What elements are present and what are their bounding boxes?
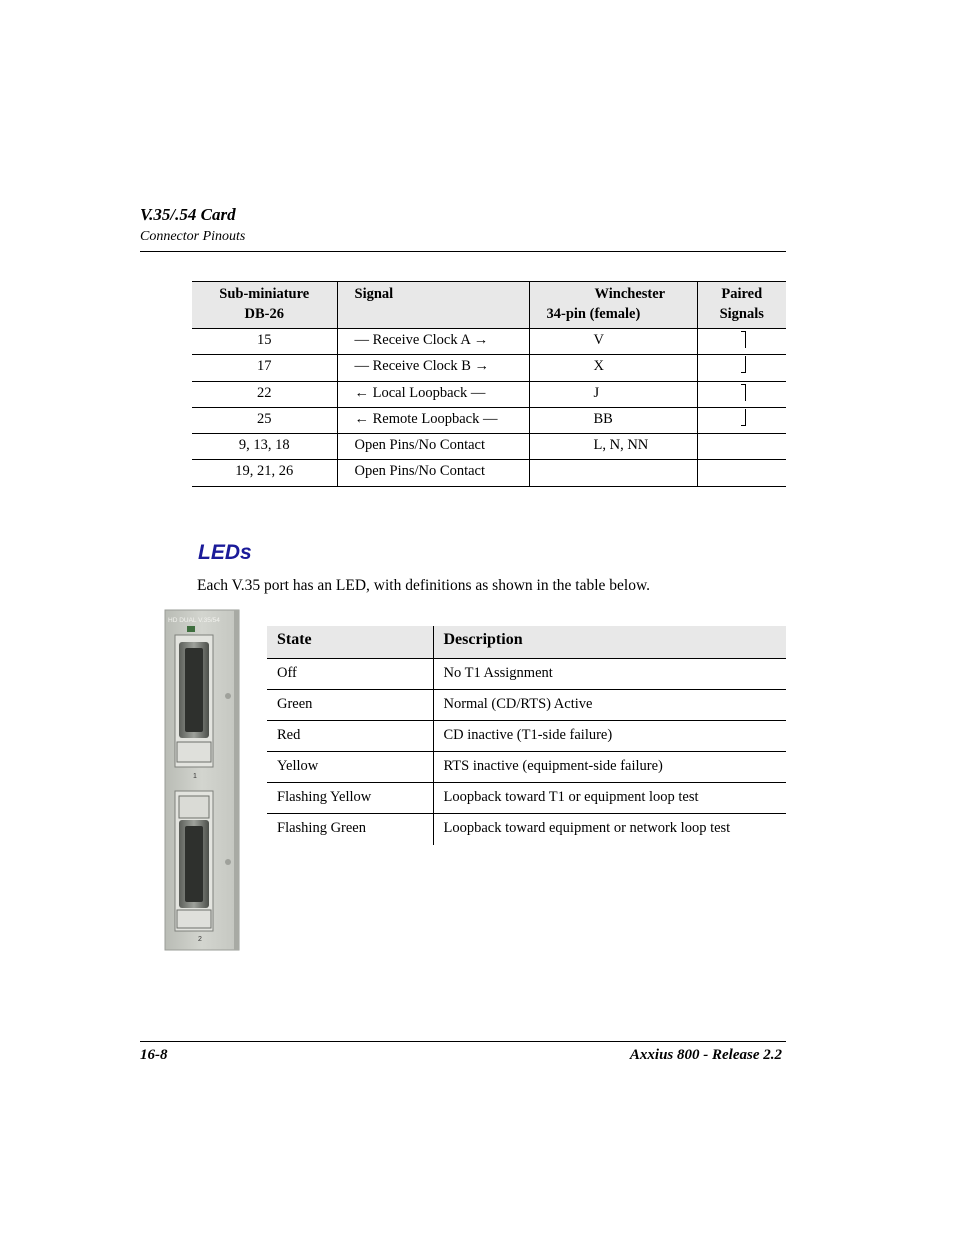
header-rule xyxy=(140,251,786,252)
col-header-line: 34-pin (female) xyxy=(546,306,641,322)
led-port-1 xyxy=(187,626,195,632)
port-1-latch xyxy=(177,742,211,762)
db26-cell: 15 xyxy=(192,329,337,355)
pair-bracket-top xyxy=(741,331,746,348)
state-cell: Red xyxy=(267,720,433,751)
running-header-subtitle: Connector Pinouts xyxy=(140,229,246,244)
col-description-header: Description xyxy=(443,631,523,648)
pair-bracket-bottom xyxy=(741,409,746,426)
description-cell: Loopback toward T1 or equipment loop test xyxy=(443,789,699,806)
paired-cell xyxy=(697,381,786,407)
paired-cell xyxy=(697,407,786,433)
description-cell: Normal (CD/RTS) Active xyxy=(443,695,593,712)
pair-bracket-top xyxy=(741,384,746,401)
db26-cell: 17 xyxy=(192,355,337,381)
col-header-line: Signal xyxy=(354,286,394,302)
description-cell: CD inactive (T1-side failure) xyxy=(443,726,613,743)
col-db26-header xyxy=(192,282,337,329)
card-screw xyxy=(225,859,231,865)
table-row xyxy=(267,752,786,783)
port-1-label: 1 xyxy=(193,773,197,780)
card-screw xyxy=(225,693,231,699)
col-header-line: Sub-miniature xyxy=(219,286,310,302)
led-definitions-table xyxy=(267,626,786,845)
signal-cell: Open Pins/No Contact xyxy=(337,434,529,460)
port-2-latch xyxy=(179,796,209,818)
paired-cell xyxy=(697,434,786,460)
col-state-header: State xyxy=(267,626,433,658)
card-edge xyxy=(234,610,239,950)
signal-cell: ← Local Loopback — xyxy=(337,381,529,407)
port-1-socket xyxy=(185,648,203,732)
winchester-cell: BB xyxy=(529,407,697,433)
state-cell: Flashing Yellow xyxy=(267,783,433,814)
db26-cell: 22 xyxy=(192,381,337,407)
table-row xyxy=(192,355,786,381)
state-cell: Yellow xyxy=(267,752,433,783)
card-label: HD DUAL V.35/54 xyxy=(168,617,220,624)
signal-cell: ← Remote Loopback — xyxy=(337,407,529,433)
paired-cell xyxy=(697,355,786,381)
table-row xyxy=(192,407,786,433)
table-row xyxy=(267,814,786,845)
table-row xyxy=(267,689,786,720)
winchester-cell: L, N, NN xyxy=(529,434,697,460)
table-row xyxy=(267,783,786,814)
table-row xyxy=(192,329,786,355)
signal-cell: — Receive Clock B → xyxy=(337,355,529,381)
section-heading-leds: LEDs xyxy=(198,541,252,564)
footer-rule xyxy=(140,1041,786,1042)
table-row xyxy=(267,720,786,751)
led-table-header xyxy=(267,626,786,658)
running-header-title: V.35/.54 Card xyxy=(140,205,236,224)
col-header-line: Signals xyxy=(719,306,764,322)
winchester-cell: X xyxy=(529,355,697,381)
col-header-line: Paired xyxy=(721,286,763,302)
signal-cell: — Receive Clock A → xyxy=(337,329,529,355)
footer-page-number: 16-8 xyxy=(140,1047,168,1063)
port-2-label: 2 xyxy=(198,936,202,943)
description-cell: Loopback toward equipment or network loop test xyxy=(443,820,731,837)
v35-card-image xyxy=(152,608,242,961)
footer-document-title: Axxius 800 - Release 2.2 xyxy=(629,1047,782,1063)
winchester-cell: J xyxy=(529,381,697,407)
db26-cell: 25 xyxy=(192,407,337,433)
state-cell: Green xyxy=(267,689,433,720)
db26-cell: 19, 21, 26 xyxy=(192,460,337,486)
db26-cell: 9, 13, 18 xyxy=(192,434,337,460)
col-paired-header xyxy=(697,282,786,329)
paired-cell xyxy=(697,460,786,486)
table-row xyxy=(192,434,786,460)
description-cell: RTS inactive (equipment-side failure) xyxy=(443,758,663,775)
col-winchester-header xyxy=(529,282,697,329)
winchester-cell: V xyxy=(529,329,697,355)
paired-cell xyxy=(697,329,786,355)
pinout-table xyxy=(192,281,786,487)
state-cell: Flashing Green xyxy=(267,814,433,845)
table-row xyxy=(192,460,786,486)
winchester-cell xyxy=(529,460,697,486)
pair-bracket-bottom xyxy=(741,356,746,373)
signal-cell: Open Pins/No Contact xyxy=(337,460,529,486)
port-2-bracket xyxy=(177,910,211,928)
state-cell: Off xyxy=(267,658,433,689)
port-2-socket xyxy=(185,826,203,902)
col-signal-header xyxy=(337,282,529,329)
leds-intro-text: Each V.35 port has an LED, with definitions as shown in the table below. xyxy=(197,577,651,594)
col-header-line: DB-26 xyxy=(244,306,284,322)
table-row xyxy=(192,381,786,407)
description-cell: No T1 Assignment xyxy=(443,664,553,681)
pinout-table-header xyxy=(192,282,786,329)
table-row xyxy=(267,658,786,689)
col-header-line: Winchester xyxy=(594,286,666,302)
